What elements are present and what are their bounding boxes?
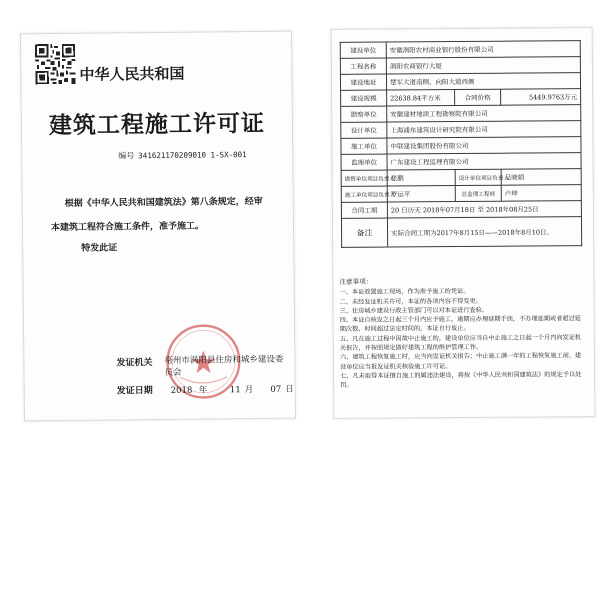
permit-certificate-page <box>20 31 296 422</box>
row-label: 建设单位 <box>340 42 386 58</box>
special-certification-text: 特发此证 <box>81 243 118 254</box>
license-number <box>118 149 246 161</box>
table-row <box>340 73 580 91</box>
list-item: 二、未经发证机关许可，本证的各项内容不得变更。 <box>339 297 482 306</box>
row-label-2: 合同价格 <box>455 89 501 105</box>
table-row <box>341 89 581 107</box>
table-row <box>341 201 581 219</box>
notes-section <box>339 276 586 390</box>
row-label: 合同工期 <box>341 202 387 218</box>
row-label: 勘察单位 <box>341 106 387 122</box>
row-label: 建设规模 <box>341 90 387 106</box>
table-row <box>341 217 581 248</box>
issue-date-day: 07 <box>270 384 282 395</box>
row-value-2: 吴晓娟 <box>501 169 581 186</box>
table-row <box>341 121 581 139</box>
issue-date-month-unit: 月 <box>244 385 254 396</box>
notes-heading: 注意事项： <box>339 277 373 286</box>
country-title: 中华人民共和国 <box>79 64 185 84</box>
permit-body-text <box>51 190 281 240</box>
license-number-value: 341621170209010 1-SX-001 <box>138 150 247 161</box>
row-value: 20 日历天 2018年07月18日 至 2018年08月25日 <box>387 201 581 218</box>
issuer-value: 亳州市涡阳县住房和城乡建设委员会 <box>164 354 284 378</box>
project-details-table <box>340 40 582 248</box>
row-label: 建设地址 <box>340 74 386 90</box>
table-row <box>341 137 581 155</box>
row-label-2: 设计单位项目负责人 <box>455 169 501 185</box>
permit-body-line-2: 本建筑工程符合施工条件，准予施工。 <box>50 221 205 234</box>
permit-body-line-1: 根据《中华人民共和国建筑法》第八条规定，经审 <box>64 196 263 209</box>
issue-date-year-unit: 年 <box>198 385 208 396</box>
issue-date-label: 发证日期 <box>116 386 153 397</box>
table-row <box>340 41 580 59</box>
issuer-label: 发证机关 <box>116 358 153 369</box>
table-row <box>341 169 581 187</box>
list-item: 五、凡在施工过程中因故中止施工的，建设单位应当自中止施工之日起一个月内向发证机关报告，并按照规定做好建筑工程的维护管理工作。 <box>339 333 582 352</box>
issue-date-value <box>171 383 294 396</box>
row-label: 施工单位项目负责人 <box>341 186 387 202</box>
row-label: 备注 <box>341 218 387 247</box>
table-row <box>340 57 580 75</box>
list-item: 六、建筑工程恢复施工时，应当向发证机关报告；中止施工满一年的工程恢复施工前，建设单位应当报发证机关核验施工许可证。 <box>339 352 582 371</box>
qr-code-icon <box>35 44 75 84</box>
row-value: 楚军大道南侧、向阳大道西侧 <box>386 73 580 90</box>
row-value-2: 5449.9763万元 <box>501 89 581 106</box>
license-number-label: 编号 <box>118 151 135 161</box>
row-value: 上海浦东建筑设计研究院有限公司 <box>387 121 581 138</box>
row-value: 22638.84平方米 <box>387 90 455 106</box>
row-value-2: 卢坤 <box>501 185 581 202</box>
table-row <box>341 105 581 123</box>
row-value: 广东建设工程监理有限公司 <box>387 153 581 170</box>
row-label: 勘察单位项目负责人 <box>341 170 387 186</box>
issue-date-month: 11 <box>229 385 241 396</box>
row-value: 张鹏 <box>387 170 455 186</box>
row-value: 中联建设集团股份有限公司 <box>387 137 581 154</box>
row-label: 工程名称 <box>340 58 386 74</box>
issue-date-day-unit: 日 <box>285 384 294 395</box>
row-value: 安徽建材地质工程勘察院有限公司 <box>387 105 581 122</box>
table-row <box>341 185 581 203</box>
row-value: 实际合同工期为2017年8月15日——2018年8月10日。 <box>387 217 581 247</box>
list-item: 三、住房城乡建设行政主管部门可以对本证进行查验。 <box>339 306 489 315</box>
table-row <box>341 153 581 171</box>
row-label: 设计单位 <box>341 122 387 138</box>
issue-date-year: 2018 <box>170 385 193 396</box>
permit-details-page <box>331 27 596 419</box>
row-value: 涡阳农商银行大厦 <box>386 57 580 74</box>
row-label: 施工单位 <box>341 138 387 154</box>
document-title: 建筑工程施工许可证 <box>48 109 266 140</box>
row-value: 罗运平 <box>387 186 455 202</box>
list-item: 四、本证自核发之日起三个月内应予施工，逾期应办理延期手续，不办理延期或者超过延期次数、时间超过法定时间的，本证自行废止。 <box>339 315 582 334</box>
row-label-2: 总监理工程师 <box>455 185 501 201</box>
row-label: 监理单位 <box>341 154 387 170</box>
row-value: 安徽涡阳农村商业银行股份有限公司 <box>386 41 580 58</box>
list-item: 七、凡未取得本证擅自施工的属违法建设，将按《中华人民共和国建筑法》的规定予以处罚。 <box>340 371 582 390</box>
list-item: 一、本证放置施工现场，作为准予施工的凭证。 <box>339 288 470 297</box>
